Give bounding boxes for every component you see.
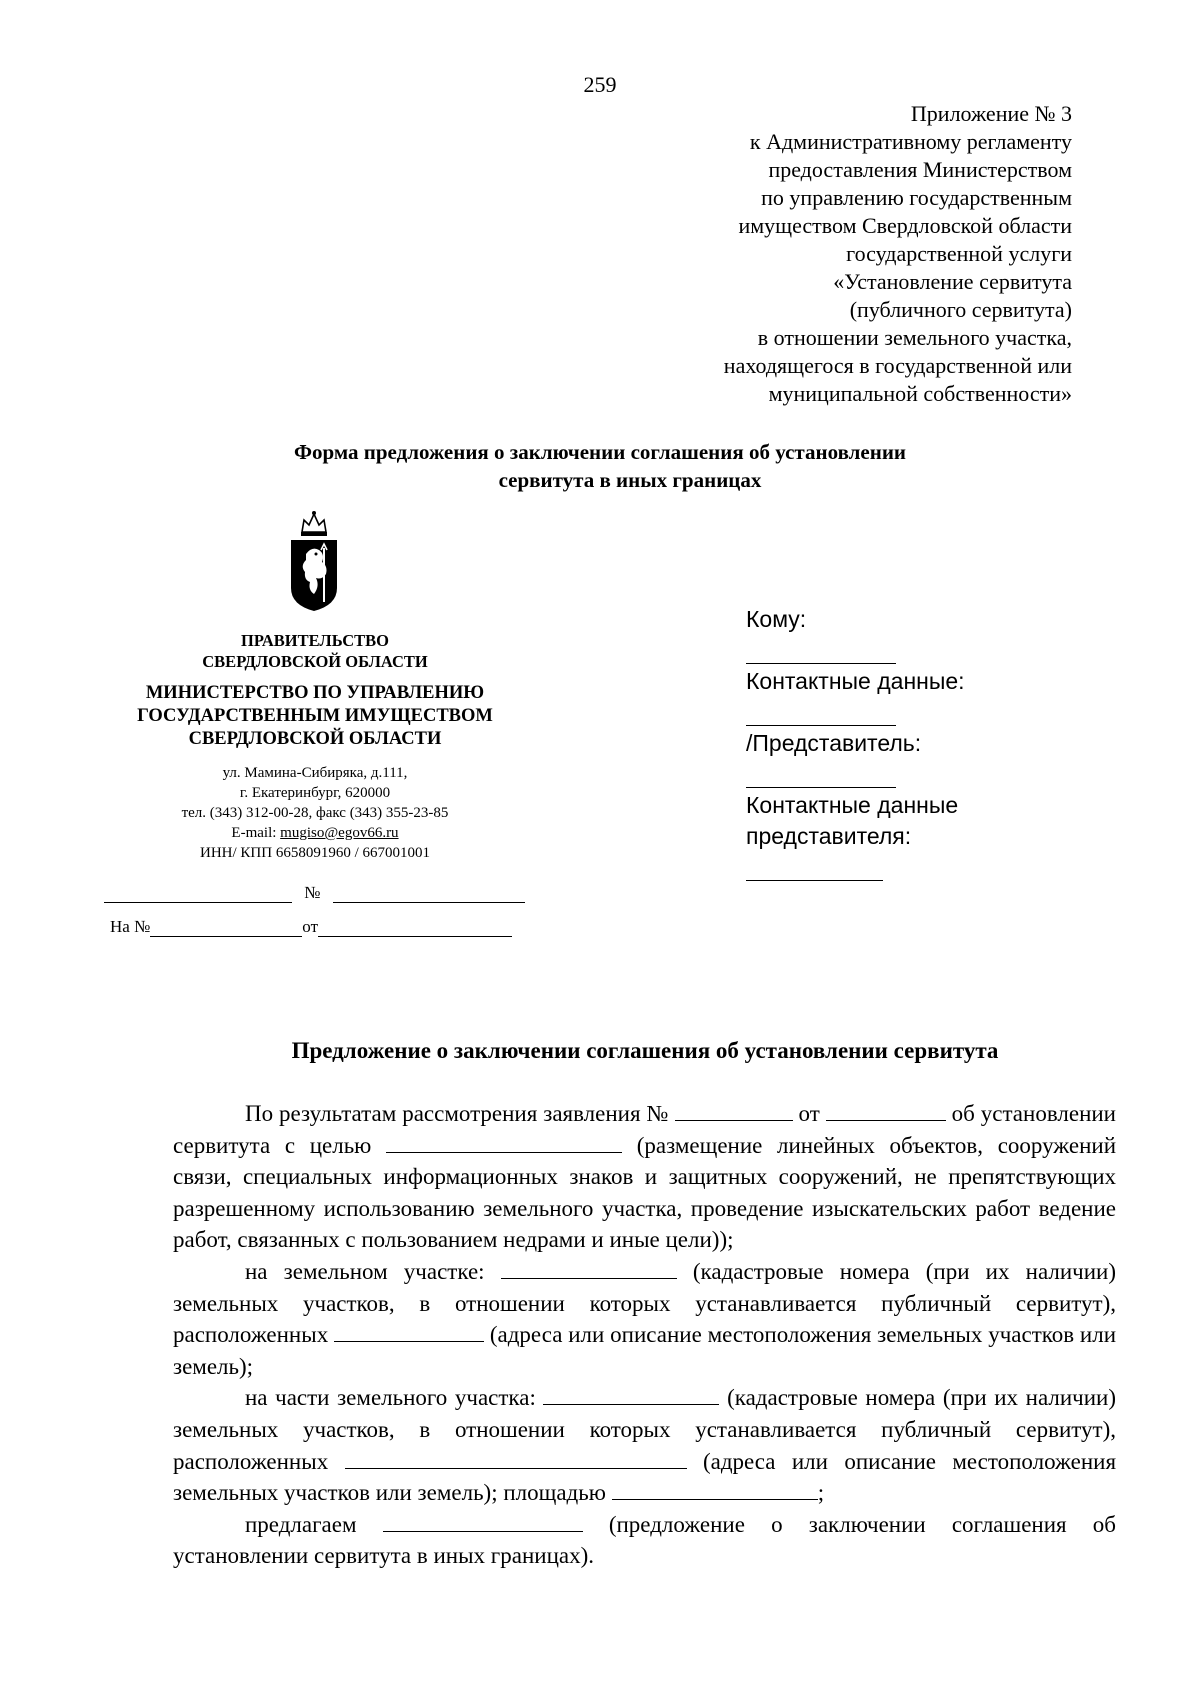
- outgoing-number-blank: [333, 884, 525, 903]
- recipient-to-label: Кому:: [746, 606, 807, 632]
- text-segment: (кадастровые номера (при их наличии) земельных участков, в отношении которых устанавливается публичный сервитут), расположенных: [173, 1258, 1117, 1348]
- part-location-blank: [345, 1446, 687, 1469]
- rep-contacts-label-1: Контактные данные: [746, 792, 959, 818]
- text-segment: на части земельного участка:: [245, 1385, 536, 1411]
- ministry-line: МИНИСТЕРСТВО ПО УПРАВЛЕНИЮ: [145, 683, 485, 703]
- proposal-title: Предложение о заключении соглашения об установлении сервитута: [291, 1038, 999, 1063]
- appendix-line: имуществом Свердловской области: [738, 213, 1072, 238]
- ministry-line: СВЕРДЛОВСКОЙ ОБЛАСТИ: [188, 729, 442, 749]
- representative-label: /Представитель:: [746, 730, 922, 756]
- application-number-blank: [675, 1098, 793, 1121]
- reply-date-blank: [318, 918, 512, 937]
- form-title-line-2: сервитута в иных границах: [498, 468, 762, 492]
- recipient-block: [746, 604, 965, 883]
- text-segment: (адреса или описание местоположения земельных участков или земель);: [173, 1322, 1117, 1379]
- ministry-address: [100, 763, 530, 863]
- email-link[interactable]: mugiso@egov66.ru: [280, 825, 399, 841]
- paragraph-offer: [173, 1509, 1116, 1572]
- letterhead: [100, 630, 530, 937]
- appendix-line: государственной услуги: [846, 241, 1072, 266]
- appendix-line: Приложение № 3: [910, 101, 1072, 126]
- reply-line: [100, 917, 530, 937]
- text-segment: (кадастровые номера (при их наличии) земельных участков, в отношении которых устанавливается публичный сервитут), расположенных: [173, 1385, 1117, 1474]
- inn-kpp: ИНН/ КПП 6658091960 / 667001001: [199, 845, 430, 861]
- outgoing-number-line: [100, 883, 530, 903]
- text-segment: об установлении сервитута с целью: [173, 1101, 1116, 1158]
- rep-contacts-blank: [746, 852, 965, 883]
- text-segment: на земельном участке:: [245, 1258, 485, 1284]
- offer-blank: [383, 1509, 583, 1532]
- phone-fax: тел. (343) 312-00-28, факс (343) 355-23-85: [181, 805, 449, 821]
- appendix-line: предоставления Министерством: [768, 157, 1072, 182]
- rep-contacts-label-2: представителя:: [746, 823, 912, 849]
- ministry-name: [100, 682, 530, 751]
- form-title: [0, 438, 1200, 494]
- location-blank: [334, 1319, 484, 1342]
- appendix-line: к Административному регламенту: [749, 129, 1072, 154]
- paragraph-request: [173, 1098, 1116, 1256]
- government-name: [100, 630, 530, 672]
- coat-of-arms-icon: [286, 510, 342, 614]
- appendix-line: в отношении земельного участка,: [757, 325, 1072, 350]
- recipient-contacts-label: Контактные данные:: [746, 668, 965, 694]
- text-segment: (предложение о заключении соглашения об установлении сервитута в иных границах).: [173, 1511, 1116, 1569]
- appendix-header: [724, 100, 1072, 408]
- address-line: г. Екатеринбург, 620000: [239, 785, 391, 801]
- reply-number-blank: [150, 918, 302, 937]
- form-title-line-1: Форма предложения о заключении соглашения об установлении: [293, 440, 907, 464]
- application-date-blank: [826, 1098, 946, 1121]
- appendix-line: муниципальной собственности»: [768, 381, 1072, 406]
- text-segment: предлагаем: [245, 1511, 357, 1537]
- page-number: 259: [583, 72, 617, 97]
- purpose-blank: [386, 1130, 622, 1153]
- email-line: [100, 823, 530, 843]
- ministry-line: ГОСУДАРСТВЕННЫМ ИМУЩЕСТВОМ: [137, 706, 493, 726]
- text-segment: (адреса или описание местоположения земельных участков или земель); площадью: [173, 1448, 1117, 1506]
- recipient-contacts-blank: [746, 697, 965, 728]
- text-segment: По результатам рассмотрения заявления №: [245, 1101, 669, 1126]
- paragraph-plot-part: [173, 1382, 1116, 1508]
- appendix-line: «Установление сервитута: [833, 269, 1072, 294]
- reply-number-label: На №: [110, 917, 151, 936]
- outgoing-date-blank: [104, 884, 292, 903]
- text-segment: (размещение линейных объектов, сооружений связи, специальных информационных знаков и защитных сооружений, не препятствующих разрешенному использованию земельного участка, проведение изыскательских работ ведение работ, связанных с пользованием недрами и иные цели));: [173, 1132, 1117, 1253]
- recipient-to-blank: [746, 635, 965, 666]
- appendix-line: по управлению государственным: [761, 185, 1072, 210]
- part-cadastral-numbers-blank: [543, 1382, 719, 1405]
- area-blank: [612, 1477, 818, 1500]
- appendix-line: находящегося в государственной или: [723, 353, 1072, 378]
- outgoing-number-sign: №: [304, 883, 321, 902]
- paragraph-land-plot: [173, 1256, 1116, 1382]
- text-segment: от: [798, 1101, 820, 1126]
- address-line: ул. Мамина-Сибиряка, д.111,: [222, 765, 408, 781]
- text-segment: ;: [817, 1480, 825, 1506]
- government-line: СВЕРДЛОВСКОЙ ОБЛАСТИ: [202, 652, 428, 671]
- government-line: ПРАВИТЕЛЬСТВО: [241, 631, 389, 650]
- reply-from-label: от: [302, 917, 319, 936]
- appendix-line: (публичного сервитута): [849, 297, 1072, 322]
- email-label: E-mail:: [231, 825, 281, 841]
- representative-blank: [746, 759, 965, 790]
- cadastral-numbers-blank: [501, 1256, 677, 1279]
- proposal-body: [173, 1098, 1116, 1572]
